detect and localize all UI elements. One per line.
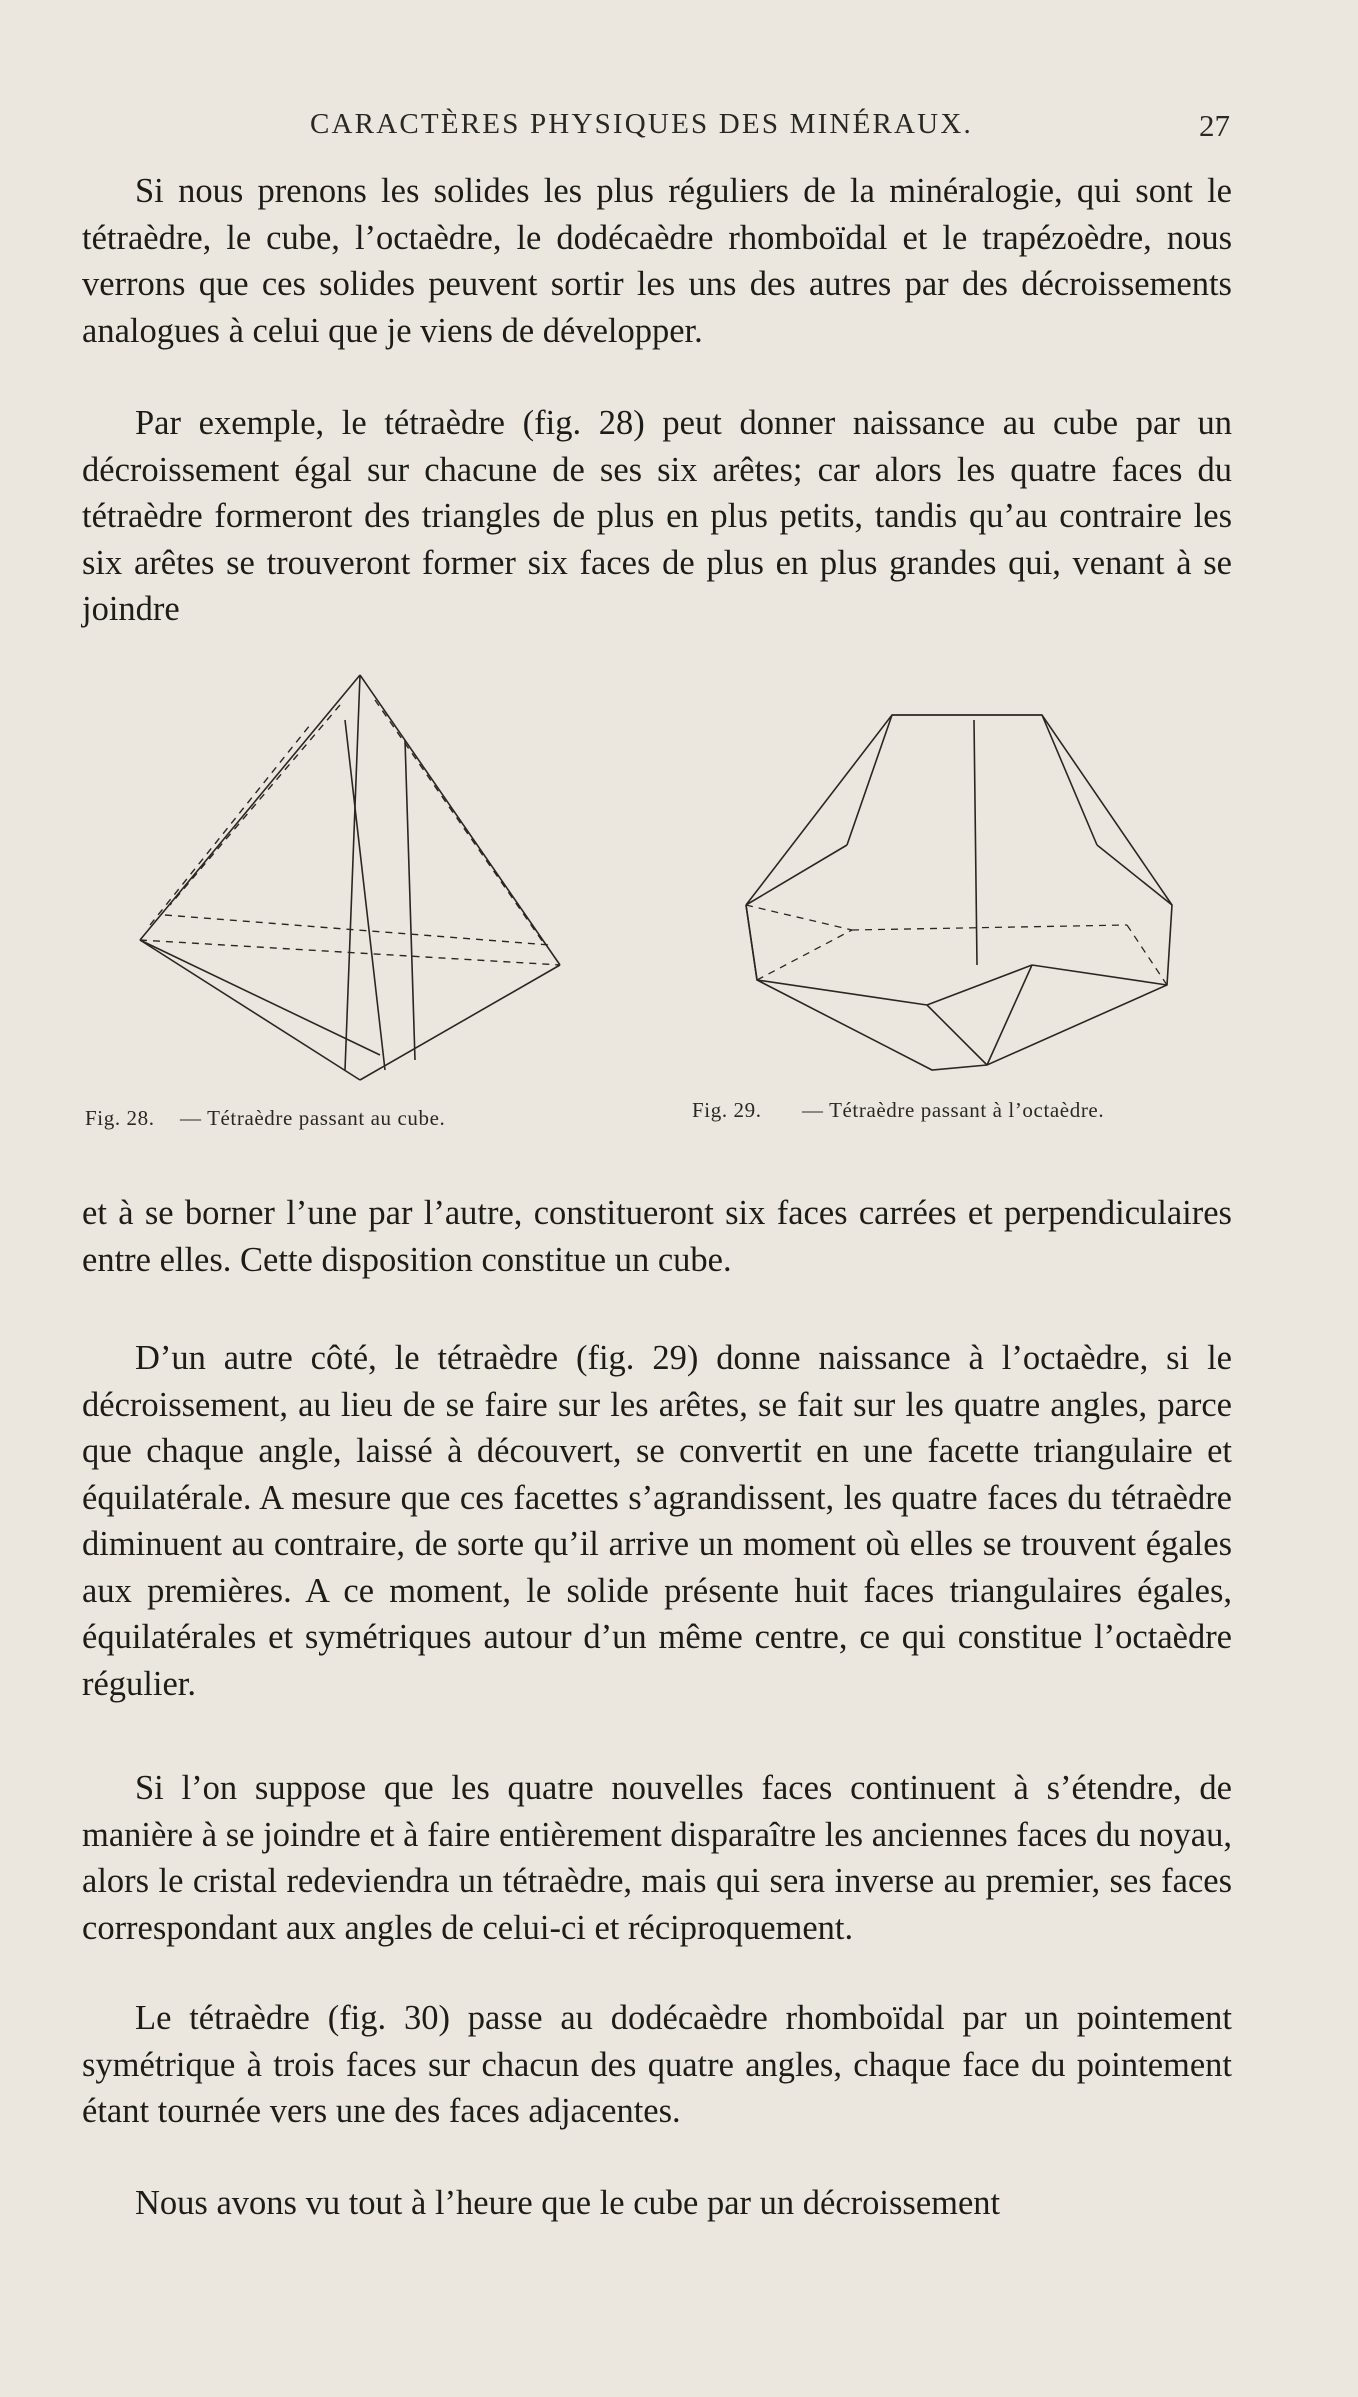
figure-29-caption xyxy=(692,1098,1252,1126)
page-number: 27 xyxy=(1199,108,1230,143)
page-header xyxy=(80,108,1230,158)
figure-29-number: Fig. 29. xyxy=(692,1098,762,1122)
paragraph-7: Nous avons vu tout à l’heure que le cube par un décroissement xyxy=(135,2184,1001,2222)
figure-29-diagram xyxy=(742,665,1182,1085)
paragraph-2: Par exemple, le tétraèdre (fig. 28) peut donner naissance au cube par un décroissement égal sur chacune de ses six arêtes; car alors les quatre faces du tétraèdre formeront des triangles de plus en plus petits, tandis qu’au contraire les six arêtes se trouveront former six faces de plus en plus grandes qui, venant à se joindre xyxy=(82,404,1232,628)
paragraph-3: et à se borner l’une par l’autre, constitueront six faces carrées et perpendiculaires entre elles. Cette disposition constitue un cube. xyxy=(82,1194,1232,1279)
figure-28-text: — Tétraèdre passant au cube. xyxy=(180,1106,446,1130)
paragraph-4: D’un autre côté, le tétraèdre (fig. 29) donne naissance à l’octaèdre, si le décroissement, au lieu de se faire sur les arêtes, se fait sur les quatre angles, parce que chaque angle, laissé à découvert, se convertit en une facette triangulaire et équilatérale. A mesure que ces facettes s’agrandissent, les quatre faces du tétraèdre diminuent au contraire, de sorte qu’il arrive un moment où elles se trouvent égales aux premières. A ce moment, le solide présente huit faces triangulaires égales, équilatérales et symétriques autour d’un même centre, ce qui constitue l’octaèdre régulier. xyxy=(82,1339,1232,1703)
figure-28-caption xyxy=(85,1106,605,1134)
paragraph-1: Si nous prenons les solides les plus réguliers de la minéralogie, qui sont le tétraèdre, le cube, l’octaèdre, le dodécaèdre rhomboïdal et le trapézoèdre, nous verrons que ces solides peuvent sortir les uns des autres par des décroissements analogues à celui que je viens de développer. xyxy=(82,172,1232,350)
paragraph-6: Le tétraèdre (fig. 30) passe au dodécaèdre rhomboïdal par un pointement symétrique à trois faces sur chacun des quatre angles, chaque face du pointement étant tournée vers une des faces adjacentes. xyxy=(82,1999,1232,2130)
paragraph-5: Si l’on suppose que les quatre nouvelles faces continuent à s’étendre, de manière à se joindre et à faire entièrement disparaître les anciennes faces du noyau, alors le cristal redeviendra un tétraèdre, mais qui sera inverse au premier, ses faces correspondant aux angles de celui-ci et réciproquement. xyxy=(82,1769,1232,1947)
running-title: CARACTÈRES PHYSIQUES DES MINÉRAUX. xyxy=(310,108,973,140)
figure-28-number: Fig. 28. xyxy=(85,1106,155,1130)
figure-28-diagram xyxy=(130,665,570,1095)
figure-29-text: — Tétraèdre passant à l’octaèdre. xyxy=(802,1098,1105,1122)
